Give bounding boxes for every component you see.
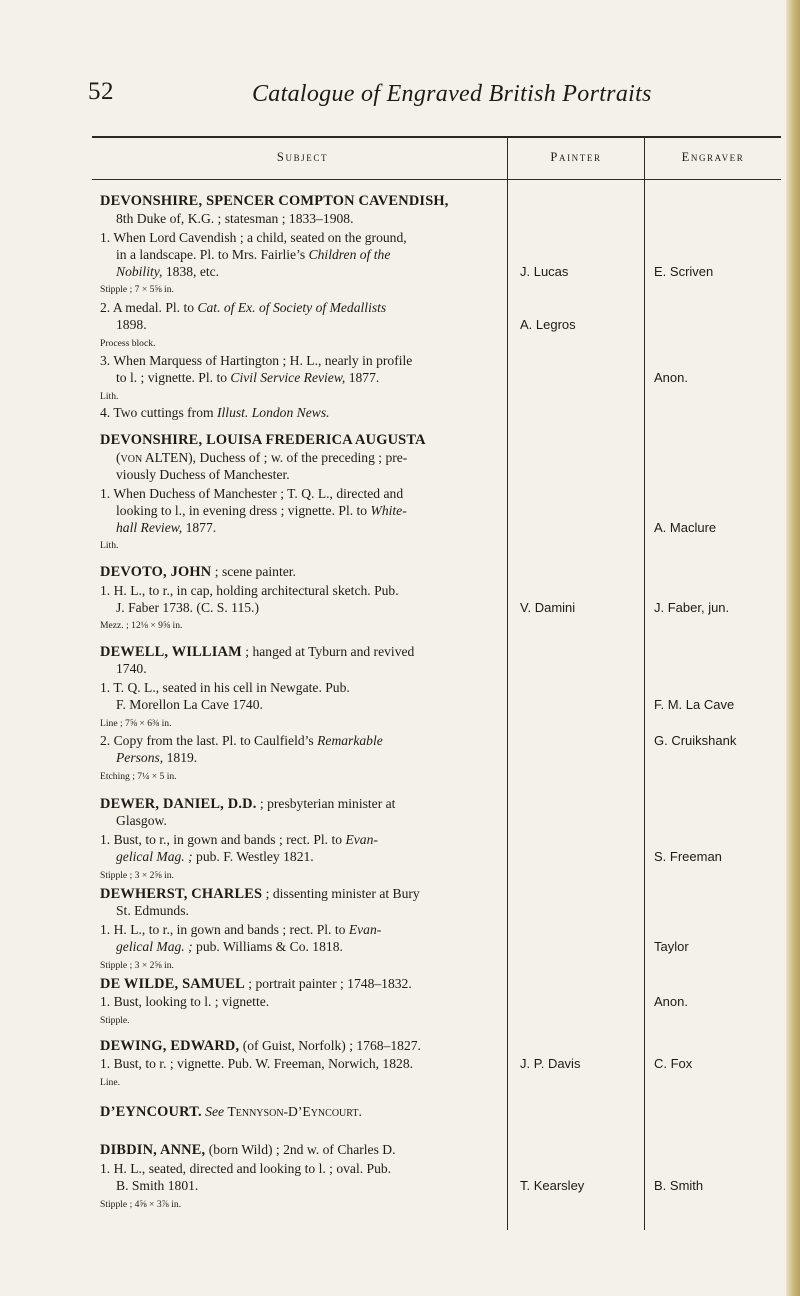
- column-header-painter: Painter: [550, 150, 602, 164]
- entry-text: ; portrait painter ; 1748–1832.: [244, 976, 412, 991]
- item-title-italic: Illust. London News.: [216, 405, 330, 420]
- entry-heading-line: [100, 643, 414, 661]
- item-title-italic: Evan-: [348, 922, 382, 937]
- page-number: 52: [88, 78, 114, 105]
- item-line: [116, 938, 343, 955]
- entry-heading: DEVONSHIRE, LOUISA FREDERICA AUGUSTA: [100, 432, 426, 448]
- entry-line: [116, 449, 407, 466]
- item-title-italic: White-: [370, 503, 407, 518]
- item-title-italic: gelical Mag. ;: [116, 849, 193, 864]
- item-line: 1. When Duchess of Manchester ; T. Q. L., directed and: [100, 486, 404, 501]
- column-header-engraver: Engraver: [681, 150, 745, 164]
- entry-text: ; dissenting minister at Bury: [262, 886, 420, 901]
- item-line: 1. H. L., seated, directed and looking to l. ; oval. Pub.: [100, 1161, 392, 1176]
- item-line: B. Smith 1801.: [116, 1178, 199, 1193]
- item-text: 1838, etc.: [162, 264, 220, 279]
- entry-line: 8th Duke of, K.G. ; statesman ; 1833–1908.: [116, 211, 354, 226]
- engraver-cell: S. Freeman: [654, 849, 722, 864]
- entry-heading-line: [100, 1037, 421, 1055]
- item-title-italic: Nobility,: [116, 264, 163, 279]
- item-line: F. Morellon La Cave 1740.: [116, 697, 263, 712]
- entry-heading-line: [100, 795, 395, 813]
- entry-heading: DEWELL, WILLIAM: [100, 644, 242, 660]
- entry-heading-line: [100, 563, 296, 581]
- item-line: [116, 246, 390, 263]
- item-line: [116, 848, 314, 865]
- entry-line: St. Edmunds.: [116, 903, 189, 918]
- item-title-italic: Remarkable: [317, 733, 383, 748]
- item-technique: Stipple ; 3 × 2⅝ in.: [100, 960, 174, 971]
- entry-heading-line: [100, 1103, 362, 1121]
- item-text: 2. A medal. Pl. to: [100, 300, 198, 315]
- item-line: 1. Bust, looking to l. ; vignette.: [100, 994, 270, 1009]
- item-title-italic: Evan-: [345, 832, 378, 847]
- item-text: 1. Bust, to r., in gown and bands ; rect. Pl. to: [100, 832, 346, 847]
- item-line: [116, 519, 216, 536]
- entry-heading-line: [100, 975, 412, 993]
- item-title-italic: hall Review,: [116, 520, 183, 535]
- column-header-subject: Subject: [276, 150, 329, 164]
- engraver-cell: Anon.: [654, 994, 688, 1009]
- painter-cell: T. Kearsley: [520, 1178, 585, 1193]
- engraver-cell: Taylor: [654, 939, 689, 954]
- item-line: 1. When Lord Cavendish ; a child, seated on the ground,: [100, 230, 407, 245]
- engraver-cell: F. M. La Cave: [654, 697, 735, 712]
- item-line: [100, 831, 378, 848]
- column-divider: [507, 138, 508, 1230]
- cross-reference-see: See: [205, 1104, 225, 1119]
- engraver-cell: B. Smith: [654, 1178, 704, 1193]
- entry-text: (: [116, 450, 121, 465]
- entry-text: ALTEN), Duchess of ; w. of the preceding ; pre-: [142, 450, 408, 465]
- item-line: J. Faber 1738. (C. S. 115.): [116, 600, 259, 615]
- item-line: [100, 404, 330, 421]
- item-technique: Line.: [100, 1077, 120, 1088]
- item-technique: Stipple ; 4⅝ × 3⅞ in.: [100, 1199, 182, 1210]
- item-line: [100, 921, 381, 938]
- item-line: [100, 732, 383, 749]
- item-text: 4. Two cuttings from: [100, 405, 217, 420]
- entry-heading: DEWING, EDWARD,: [100, 1038, 240, 1054]
- item-line: 3. When Marquess of Hartington ; H. L., nearly in profile: [100, 353, 413, 368]
- entry-line: viously Duchess of Manchester.: [116, 467, 290, 482]
- item-text: 1877.: [345, 370, 380, 385]
- entry-heading-line: [100, 1141, 395, 1159]
- engraver-cell: G. Cruikshank: [654, 733, 737, 748]
- entry-heading: DE WILDE, SAMUEL: [100, 976, 245, 992]
- engraver-cell: E. Scriven: [654, 264, 714, 279]
- engraver-cell: Anon.: [654, 370, 688, 385]
- entry-text: ; scene painter.: [211, 564, 296, 579]
- item-technique: Mezz. ; 12⅛ × 9⅝ in.: [100, 620, 183, 631]
- item-line: [116, 369, 379, 386]
- header-rule: [92, 179, 781, 180]
- item-line: 1. H. L., to r., in cap, holding architectural sketch. Pub.: [100, 583, 399, 598]
- item-line: [116, 502, 407, 519]
- engraver-cell: A. Maclure: [654, 520, 717, 535]
- item-line: 1. Bust, to r. ; vignette. Pub. W. Freeman, Norwich, 1828.: [100, 1056, 414, 1071]
- item-text: to l. ; vignette. Pl. to: [116, 370, 231, 385]
- painter-cell: J. Lucas: [520, 264, 569, 279]
- item-technique: Etching ; 7¼ × 5 in.: [100, 771, 177, 782]
- item-text: 1819.: [163, 750, 198, 765]
- item-title-italic: Persons,: [116, 750, 164, 765]
- running-title: Catalogue of Engraved British Portraits: [252, 81, 652, 107]
- entry-text: (born Wild) ; 2nd w. of Charles D.: [205, 1142, 396, 1157]
- entry-line: Glasgow.: [116, 813, 167, 828]
- entry-heading: D’EYNCOURT.: [100, 1104, 202, 1120]
- item-title-italic: gelical Mag. ;: [116, 939, 193, 954]
- item-technique: Stipple ; 3 × 2⅝ in.: [100, 870, 174, 881]
- entry-text: ; hanged at Tyburn and revived: [241, 644, 415, 659]
- cross-reference-target: Tennyson-D’Eyncourt.: [227, 1104, 362, 1119]
- column-divider: [644, 138, 645, 1230]
- item-text: 2. Copy from the last. Pl. to Caulfield’s: [100, 733, 318, 748]
- entry-heading: DEVONSHIRE, SPENCER COMPTON CAVENDISH,: [100, 193, 449, 209]
- engraver-cell: J. Faber, jun.: [654, 600, 730, 615]
- entry-text: ; presbyterian minister at: [256, 796, 396, 811]
- painter-cell: A. Legros: [520, 317, 576, 332]
- item-line: 1. T. Q. L., seated in his cell in Newgate. Pub.: [100, 680, 350, 695]
- item-title-italic: Children of the: [308, 247, 391, 262]
- item-technique: Lith.: [100, 391, 119, 402]
- item-line: 1898.: [116, 317, 147, 332]
- engraver-cell: C. Fox: [654, 1056, 693, 1071]
- item-technique: Process block.: [100, 338, 156, 349]
- entry-text: (of Guist, Norfolk) ; 1768–1827.: [239, 1038, 421, 1053]
- item-line: [100, 299, 386, 316]
- entry-heading: DIBDIN, ANNE,: [100, 1142, 206, 1158]
- item-text: pub. F. Westley 1821.: [192, 849, 314, 864]
- painter-cell: V. Damini: [520, 600, 576, 615]
- item-title-italic: Cat. of Ex. of Society of Medallists: [197, 300, 387, 315]
- item-title-italic: Civil Service Review,: [230, 370, 346, 385]
- table-top-rule: [92, 136, 781, 138]
- entry-line: 1740.: [116, 661, 147, 676]
- item-line: [116, 263, 219, 280]
- entry-text-smallcaps: von: [120, 450, 143, 465]
- page-edge: [786, 0, 800, 1296]
- entry-heading: DEWER, DANIEL, D.D.: [100, 796, 257, 812]
- item-text: looking to l., in evening dress ; vignette. Pl. to: [116, 503, 371, 518]
- entry-heading: DEWHERST, CHARLES: [100, 886, 263, 902]
- item-technique: Stipple ; 7 × 5⅝ in.: [100, 284, 174, 295]
- item-text: pub. Williams & Co. 1818.: [192, 939, 343, 954]
- item-technique: Stipple.: [100, 1015, 130, 1026]
- entry-heading-line: [100, 885, 420, 903]
- painter-cell: J. P. Davis: [520, 1056, 581, 1071]
- item-text: 1877.: [182, 520, 217, 535]
- item-technique: Line ; 7⅝ × 6⅜ in.: [100, 718, 172, 729]
- item-line: [116, 749, 197, 766]
- item-technique: Lith.: [100, 540, 119, 551]
- item-text: in a landscape. Pl. to Mrs. Fairlie’s: [116, 247, 309, 262]
- entry-heading: DEVOTO, JOHN: [100, 564, 212, 580]
- item-text: 1. H. L., to r., in gown and bands ; rect. Pl. to: [100, 922, 349, 937]
